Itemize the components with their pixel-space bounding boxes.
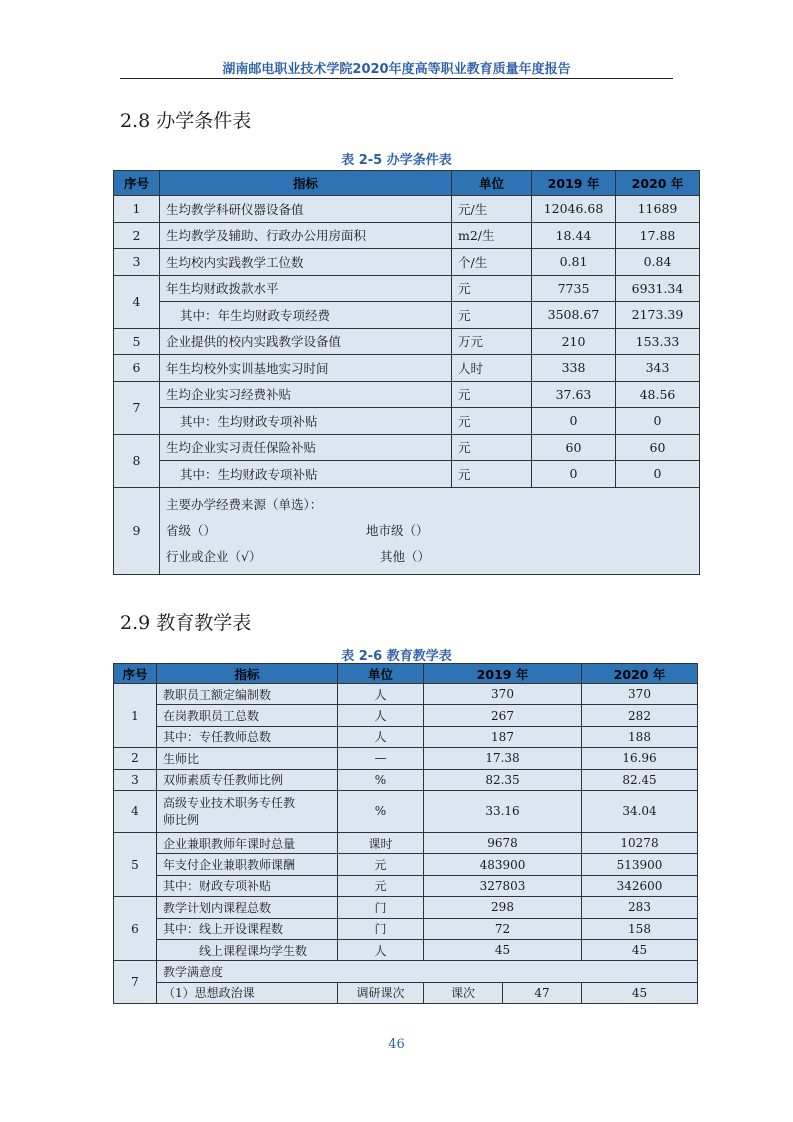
row-no: 2 (114, 222, 160, 249)
row-2019: 0.81 (532, 249, 616, 276)
row-2020: 283 (582, 897, 698, 918)
row-2020: 188 (582, 726, 698, 747)
page-number: 46 (388, 1037, 405, 1052)
row-no: 4 (114, 790, 157, 832)
row-unit: 人 (338, 726, 424, 747)
table-row (114, 939, 698, 960)
row-2020: 153.33 (616, 328, 700, 355)
row-2020: 45 (582, 939, 698, 960)
row-label: 在岗教职员工总数 (157, 705, 338, 726)
table-row (114, 961, 698, 982)
table-row (114, 196, 700, 223)
row-label-satisfaction: 教学满意度 (157, 961, 698, 982)
row-2020: 0 (616, 461, 700, 488)
table-row (114, 918, 698, 939)
row-2019: 483900 (424, 854, 582, 875)
row-2020: 343 (616, 355, 700, 382)
row-2019: 210 (532, 328, 616, 355)
row-no: 2 (114, 748, 157, 769)
row-label: 生均教学科研仪器设备值 (160, 196, 452, 223)
row-label-two-line (157, 790, 338, 832)
row-2019: 187 (424, 726, 582, 747)
table-row (114, 355, 700, 382)
row-2019: 0 (532, 461, 616, 488)
row-unit: 元 (338, 854, 424, 875)
col-header-2019: 2019 年 (424, 664, 582, 684)
funding-source-cell (160, 487, 700, 574)
col-header-2019: 2019 年 (532, 171, 616, 196)
row-no: 6 (114, 897, 157, 961)
row-no: 5 (114, 832, 157, 896)
col-header-unit: 单位 (338, 664, 424, 684)
row-no: 9 (114, 487, 160, 574)
row-unit: 人时 (452, 355, 532, 382)
row-no: 7 (114, 961, 157, 1004)
row-2020: 17.88 (616, 222, 700, 249)
running-header: 湖南邮电职业技术学院2020年度高等职业教育质量年度报告 (222, 62, 571, 77)
row-2020: 48.56 (616, 381, 700, 408)
row-2020: 6931.34 (616, 275, 700, 302)
row-2019: 298 (424, 897, 582, 918)
row-label: 生均企业实习责任保险补贴 (160, 434, 452, 461)
row-unit: 人 (338, 705, 424, 726)
row-label-line-1: 高级专业技术职务专任教 (163, 796, 296, 811)
row-2020: 0 (616, 408, 700, 435)
row-no: 1 (114, 684, 157, 748)
row-2020: 370 (582, 684, 698, 705)
col-header-unit: 单位 (452, 171, 532, 196)
row-unit: % (338, 790, 424, 832)
row-unit: m2/生 (452, 222, 532, 249)
sub-row-label: （1）思想政治课 (157, 982, 338, 1003)
col-header-indicator: 指标 (157, 664, 338, 684)
table-header-row (114, 664, 698, 684)
col-header-indicator: 指标 (160, 171, 452, 196)
table-row-funding-source (114, 487, 700, 574)
row-unit: 人 (338, 684, 424, 705)
row-2020: 16.96 (582, 748, 698, 769)
education-teaching-table (113, 663, 698, 1004)
table-row (114, 302, 700, 329)
row-2020: 82.45 (582, 769, 698, 790)
option-other: 其他（） (380, 548, 431, 564)
table-row (114, 249, 700, 276)
row-2019: 370 (424, 684, 582, 705)
row-2019: 18.44 (532, 222, 616, 249)
row-unit: 元 (452, 302, 532, 329)
table-row (114, 982, 698, 1003)
row-2019: 37.63 (532, 381, 616, 408)
row-label: 其中：线上开设课程数 (157, 918, 338, 939)
row-label: 线上课程课均学生数 (157, 939, 338, 960)
row-2019: 267 (424, 705, 582, 726)
sub-row-unit-2: 课次 (424, 982, 503, 1003)
row-label: 年支付企业兼职教师课酬 (157, 854, 338, 875)
option-municipal: 地市级（） (366, 522, 429, 538)
table-caption-2-6: 表 2-6 教育教学表 (341, 649, 452, 664)
row-2019: 9678 (424, 832, 582, 853)
table-header-row (114, 171, 700, 196)
row-unit: 元 (452, 408, 532, 435)
table-row (114, 769, 698, 790)
funding-options-line-1 (166, 518, 693, 544)
row-no: 3 (114, 249, 160, 276)
row-label: 企业提供的校内实践教学设备值 (160, 328, 452, 355)
row-2020: 0.84 (616, 249, 700, 276)
table-row (114, 854, 698, 875)
row-label: 教职员工额定编制数 (157, 684, 338, 705)
table-row (114, 748, 698, 769)
row-2019: 3508.67 (532, 302, 616, 329)
row-label: 其中：生均财政专项补贴 (160, 408, 452, 435)
row-unit: 元 (452, 275, 532, 302)
row-label: 企业兼职教师年课时总量 (157, 832, 338, 853)
row-no: 5 (114, 328, 160, 355)
row-2019: 47 (503, 982, 582, 1003)
row-unit: 元 (452, 461, 532, 488)
row-unit: 门 (338, 897, 424, 918)
row-2019: 327803 (424, 875, 582, 896)
row-2019: 17.38 (424, 748, 582, 769)
row-unit: 元/生 (452, 196, 532, 223)
row-no: 1 (114, 196, 160, 223)
col-header-2020: 2020 年 (582, 664, 698, 684)
row-label: 其中：财政专项补贴 (157, 875, 338, 896)
row-2019: 60 (532, 434, 616, 461)
table-row (114, 381, 700, 408)
funding-source-question: 主要办学经费来源（单选）： (166, 496, 323, 512)
table-row (114, 434, 700, 461)
row-2020: 60 (616, 434, 700, 461)
row-label: 年生均财政拨款水平 (160, 275, 452, 302)
row-unit: 课时 (338, 832, 424, 853)
row-unit: 人 (338, 939, 424, 960)
row-unit: 门 (338, 918, 424, 939)
table-row (114, 275, 700, 302)
row-2019: 45 (424, 939, 582, 960)
section-title-2-9: 2.9 教育教学表 (120, 612, 252, 634)
row-no: 4 (114, 275, 160, 328)
row-2020: 2173.39 (616, 302, 700, 329)
table-row (114, 222, 700, 249)
row-no: 7 (114, 381, 160, 434)
row-2020: 11689 (616, 196, 700, 223)
row-label: 其中：专任教师总数 (157, 726, 338, 747)
row-label: 生均教学及辅助、行政办公用房面积 (160, 222, 452, 249)
row-unit: 元 (452, 434, 532, 461)
table-row (114, 726, 698, 747)
row-unit: % (338, 769, 424, 790)
col-header-no: 序号 (114, 664, 157, 684)
row-2020: 10278 (582, 832, 698, 853)
table-row (114, 408, 700, 435)
row-label: 教学计划内课程总数 (157, 897, 338, 918)
row-no: 6 (114, 355, 160, 382)
table-caption-2-5: 表 2-5 办学条件表 (341, 153, 452, 168)
row-2019: 338 (532, 355, 616, 382)
row-label: 其中：生均财政专项补贴 (160, 461, 452, 488)
table-row (114, 875, 698, 896)
row-label: 生均企业实习经费补贴 (160, 381, 452, 408)
row-unit: 万元 (452, 328, 532, 355)
table-row (114, 832, 698, 853)
table-row (114, 897, 698, 918)
row-2020: 45 (582, 982, 698, 1003)
row-unit: — (338, 748, 424, 769)
table-row (114, 790, 698, 832)
option-provincial: 省级（） (166, 522, 217, 538)
row-label: 生师比 (157, 748, 338, 769)
row-2019: 72 (424, 918, 582, 939)
section-title-2-8: 2.8 办学条件表 (120, 110, 252, 132)
row-2019: 7735 (532, 275, 616, 302)
row-2019: 33.16 (424, 790, 582, 832)
row-2020: 158 (582, 918, 698, 939)
row-unit: 元 (452, 381, 532, 408)
row-label: 双师素质专任教师比例 (157, 769, 338, 790)
funding-options-line-2 (166, 544, 693, 570)
row-no: 8 (114, 434, 160, 487)
row-no: 3 (114, 769, 157, 790)
row-2020: 282 (582, 705, 698, 726)
table-row (114, 684, 698, 705)
table-row (114, 328, 700, 355)
row-2020: 34.04 (582, 790, 698, 832)
school-conditions-table (113, 170, 700, 575)
table-row (114, 705, 698, 726)
row-unit: 个/生 (452, 249, 532, 276)
row-2020: 513900 (582, 854, 698, 875)
row-label: 其中：年生均财政专项经费 (160, 302, 452, 329)
row-label: 年生均校外实训基地实习时间 (160, 355, 452, 382)
table-row (114, 461, 700, 488)
sub-row-unit: 调研课次 (338, 982, 424, 1003)
col-header-no: 序号 (114, 171, 160, 196)
row-label-line-2: 师比例 (163, 813, 200, 828)
row-2019: 0 (532, 408, 616, 435)
header-rule (120, 78, 673, 79)
row-label: 生均校内实践教学工位数 (160, 249, 452, 276)
row-unit: 元 (338, 875, 424, 896)
row-2019: 82.35 (424, 769, 582, 790)
col-header-2020: 2020 年 (616, 171, 700, 196)
row-2019: 12046.68 (532, 196, 616, 223)
option-industry: 行业或企业（√） (166, 548, 262, 564)
row-2020: 342600 (582, 875, 698, 896)
